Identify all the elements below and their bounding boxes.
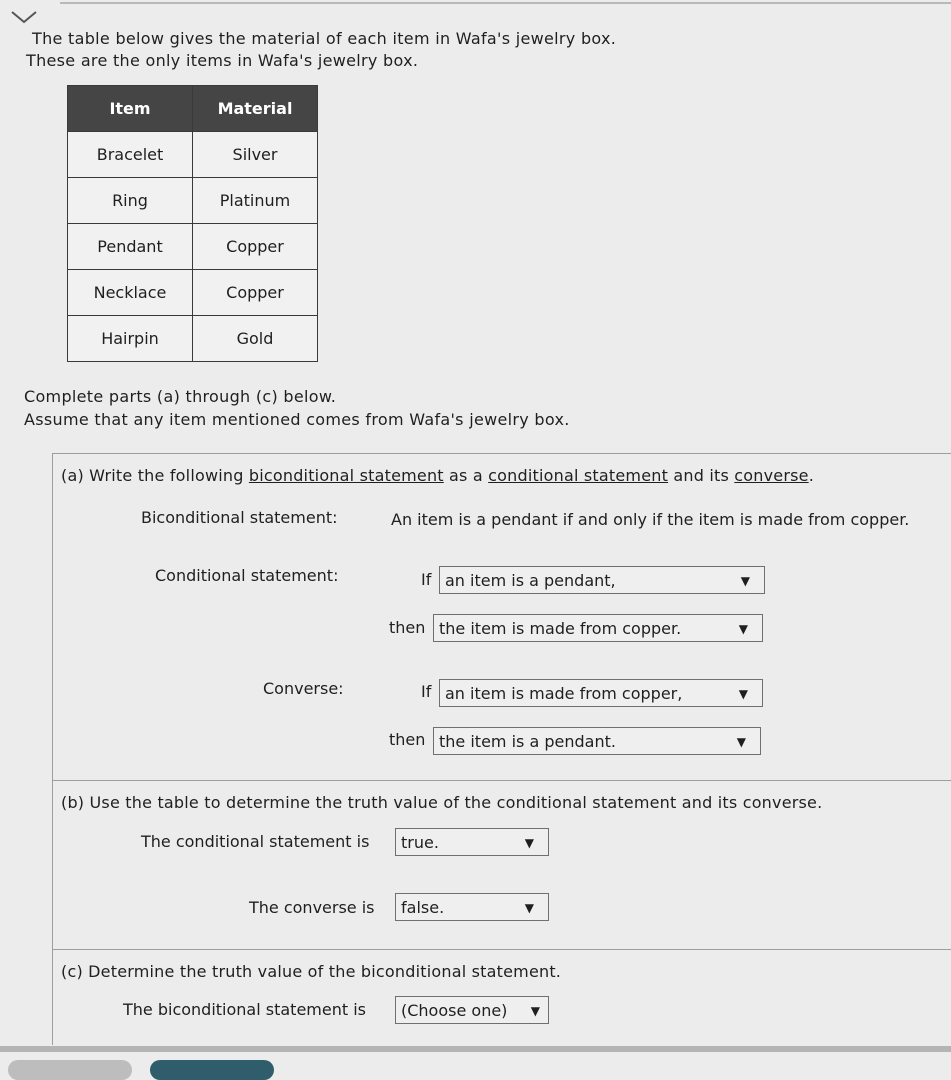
conditional-truth-label: The conditional statement is: [141, 832, 370, 851]
conditional-truth-value: true.: [401, 833, 439, 852]
converse-then-word: then: [389, 730, 426, 749]
converse-truth-label: The converse is: [249, 898, 375, 917]
conditional-if-word: If: [421, 570, 432, 589]
part-c-section: [52, 949, 951, 1045]
part-a-mid2: and its: [668, 466, 735, 485]
biconditional-truth-value: (Choose one): [401, 1001, 508, 1020]
dropdown-arrow-icon: ▼: [738, 687, 748, 701]
bottom-tab-active[interactable]: [150, 1060, 274, 1080]
biconditional-label: Biconditional statement:: [141, 508, 338, 527]
table-cell-material: Copper: [193, 224, 318, 270]
table-row: [68, 224, 318, 270]
instructions-line-2: Assume that any item mentioned comes from Wafa's jewelry box.: [24, 410, 570, 429]
table-header-material: Material: [193, 86, 318, 132]
part-a-mid: as a: [443, 466, 489, 485]
intro-line-1: The table below gives the material of each item in Wafa's jewelry box.: [32, 29, 617, 48]
table-cell-material: Gold: [193, 316, 318, 362]
table-cell-item: Pendant: [68, 224, 193, 270]
converse-if-dropdown[interactable]: [439, 679, 763, 707]
conditional-truth-dropdown[interactable]: [395, 828, 549, 856]
converse-truth-value: false.: [401, 898, 445, 917]
table-cell-material: Copper: [193, 270, 318, 316]
table-header-item: Item: [68, 86, 193, 132]
converse-truth-dropdown[interactable]: [395, 893, 549, 921]
chevron-down-icon[interactable]: [8, 8, 40, 28]
converse-then-dropdown[interactable]: [433, 727, 761, 755]
converse-then-value: the item is a pendant.: [439, 732, 616, 751]
table-row: [68, 132, 318, 178]
bottom-tab-left[interactable]: [8, 1060, 132, 1080]
part-a-section: [52, 453, 951, 780]
term-biconditional-link[interactable]: biconditional statement: [248, 466, 444, 485]
biconditional-text: An item is a pendant if and only if the item is made from copper.: [391, 510, 910, 529]
table-row: [68, 316, 318, 362]
conditional-then-dropdown[interactable]: [433, 614, 763, 642]
converse-if-value: an item is made from copper,: [445, 684, 683, 703]
conditional-if-value: an item is a pendant,: [445, 571, 616, 590]
converse-label: Converse:: [263, 679, 344, 698]
table-cell-item: Bracelet: [68, 132, 193, 178]
part-a-prefix: (a) Write the following: [61, 466, 249, 485]
table-row: [68, 178, 318, 224]
conditional-then-word: then: [389, 618, 426, 637]
part-a-header: [61, 466, 814, 485]
dropdown-arrow-icon: ▼: [738, 622, 748, 636]
table-header-row: [68, 86, 318, 132]
intro-text: [26, 28, 616, 72]
term-conditional-link[interactable]: conditional statement: [488, 466, 669, 485]
instructions: [24, 385, 570, 431]
table-row: [68, 270, 318, 316]
conditional-then-value: the item is made from copper.: [439, 619, 682, 638]
dropdown-arrow-icon: ▼: [524, 836, 534, 850]
table-cell-material: Silver: [193, 132, 318, 178]
conditional-label: Conditional statement:: [155, 566, 339, 585]
bottom-divider: [0, 1046, 951, 1052]
part-a-suffix: .: [808, 466, 814, 485]
biconditional-truth-dropdown[interactable]: [395, 996, 549, 1024]
intro-line-2: These are the only items in Wafa's jewelry box.: [26, 51, 419, 70]
dropdown-arrow-icon: ▼: [530, 1004, 540, 1018]
part-b-section: [52, 780, 951, 949]
dropdown-arrow-icon: ▼: [524, 901, 534, 915]
biconditional-truth-label: The biconditional statement is: [123, 1000, 366, 1019]
part-c-header: (c) Determine the truth value of the biconditional statement.: [61, 962, 562, 981]
converse-if-word: If: [421, 682, 432, 701]
instructions-line-1: Complete parts (a) through (c) below.: [24, 387, 337, 406]
dropdown-arrow-icon: ▼: [736, 735, 746, 749]
jewelry-table: [67, 85, 318, 362]
table-cell-item: Hairpin: [68, 316, 193, 362]
top-divider: [60, 2, 951, 4]
dropdown-arrow-icon: ▼: [740, 574, 750, 588]
conditional-if-dropdown[interactable]: [439, 566, 765, 594]
term-converse-link[interactable]: converse: [734, 466, 809, 485]
part-b-header: (b) Use the table to determine the truth value of the conditional statement and its converse.: [61, 793, 823, 812]
table-cell-item: Ring: [68, 178, 193, 224]
table-cell-item: Necklace: [68, 270, 193, 316]
table-cell-material: Platinum: [193, 178, 318, 224]
